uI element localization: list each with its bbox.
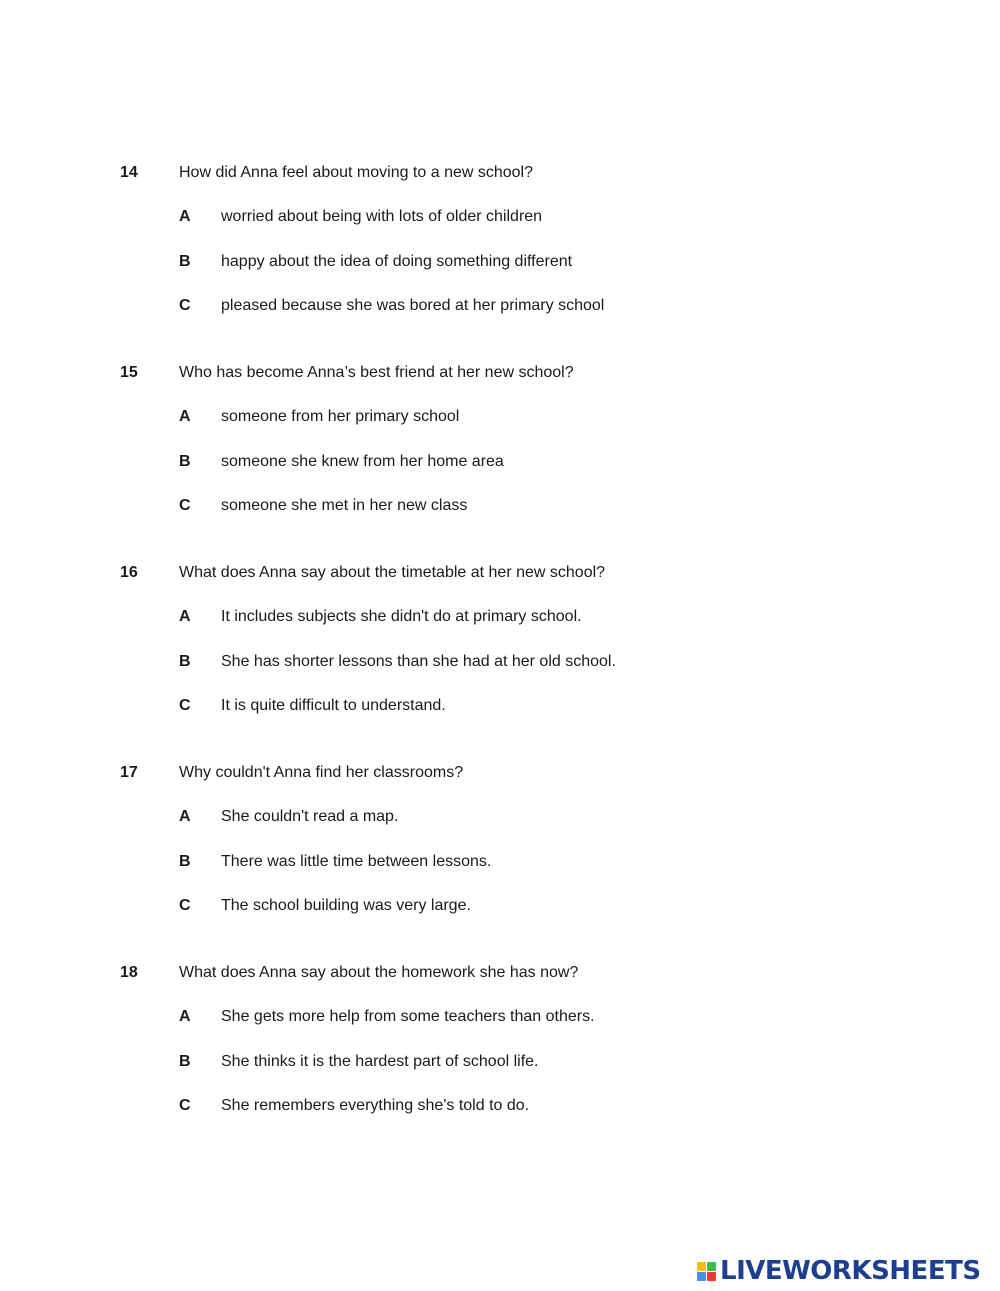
option-c[interactable] — [0, 693, 1000, 719]
option-letter: B — [179, 652, 191, 670]
mark-square — [707, 1272, 716, 1281]
option-b[interactable] — [0, 449, 1000, 475]
question-row — [0, 560, 1000, 586]
option-text: She thinks it is the hardest part of school life. — [221, 1052, 539, 1070]
option-letter: B — [179, 252, 191, 270]
question-text: What does Anna say about the homework she has now? — [179, 964, 579, 981]
question-row — [0, 960, 1000, 986]
option-text: It is quite difficult to understand. — [221, 696, 446, 714]
option-letter: C — [179, 1096, 191, 1114]
option-letter: C — [179, 896, 191, 914]
option-text: someone she knew from her home area — [221, 452, 504, 470]
option-letter: A — [179, 208, 191, 226]
option-text: someone from her primary school — [221, 408, 460, 426]
option-letter: A — [179, 808, 191, 826]
option-c[interactable] — [0, 893, 1000, 919]
option-text: She gets more help from some teachers than others. — [221, 1008, 595, 1026]
option-b[interactable] — [0, 849, 1000, 875]
option-b[interactable] — [0, 649, 1000, 675]
option-b[interactable] — [0, 249, 1000, 275]
question-row — [0, 360, 1000, 386]
option-c[interactable] — [0, 293, 1000, 319]
option-text: She has shorter lessons than she had at her old school. — [221, 652, 616, 670]
option-a[interactable] — [0, 804, 1000, 830]
option-b[interactable] — [0, 1049, 1000, 1075]
option-text: The school building was very large. — [221, 896, 471, 914]
option-text: happy about the idea of doing something different — [221, 252, 573, 270]
option-letter: C — [179, 496, 191, 514]
option-c[interactable] — [0, 493, 1000, 519]
question-text: How did Anna feel about moving to a new school? — [179, 164, 534, 181]
option-text: It includes subjects she didn't do at primary school. — [221, 608, 582, 626]
option-text: There was little time between lessons. — [221, 852, 492, 870]
question-row — [0, 760, 1000, 786]
option-letter: A — [179, 608, 191, 626]
question-text: Why couldn't Anna find her classrooms? — [179, 764, 464, 781]
question-14 — [0, 160, 1000, 319]
question-number: 18 — [120, 964, 138, 981]
liveworksheets-logo — [697, 1256, 981, 1286]
option-a[interactable] — [0, 1004, 1000, 1030]
option-letter: C — [179, 296, 191, 314]
option-a[interactable] — [0, 604, 1000, 630]
question-number: 14 — [120, 164, 138, 181]
mark-square — [697, 1262, 706, 1271]
option-letter: C — [179, 696, 191, 714]
question-15 — [0, 360, 1000, 519]
option-text: someone she met in her new class — [221, 496, 468, 514]
question-17 — [0, 760, 1000, 919]
option-letter: A — [179, 408, 191, 426]
brand-mark-icon — [697, 1262, 716, 1281]
question-16 — [0, 560, 1000, 719]
question-number: 16 — [120, 564, 138, 581]
question-row — [0, 160, 1000, 186]
mark-square — [707, 1262, 716, 1271]
question-18 — [0, 960, 1000, 1119]
brand-name: LIVEWORKSHEETS — [720, 1256, 981, 1286]
option-letter: A — [179, 1008, 191, 1026]
question-number: 15 — [120, 364, 138, 381]
option-text: worried about being with lots of older children — [221, 208, 543, 226]
option-c[interactable] — [0, 1093, 1000, 1119]
question-text: What does Anna say about the timetable at her new school? — [179, 564, 606, 581]
option-letter: B — [179, 1052, 191, 1070]
option-letter: B — [179, 452, 191, 470]
option-letter: B — [179, 852, 191, 870]
option-text: She remembers everything she's told to do. — [221, 1096, 530, 1114]
mark-square — [697, 1272, 706, 1281]
question-number: 17 — [120, 764, 138, 781]
option-text: pleased because she was bored at her primary school — [221, 296, 605, 314]
option-a[interactable] — [0, 404, 1000, 430]
question-text: Who has become Anna’s best friend at her new school? — [179, 364, 574, 381]
option-text: She couldn't read a map. — [221, 808, 399, 826]
option-a[interactable] — [0, 204, 1000, 230]
